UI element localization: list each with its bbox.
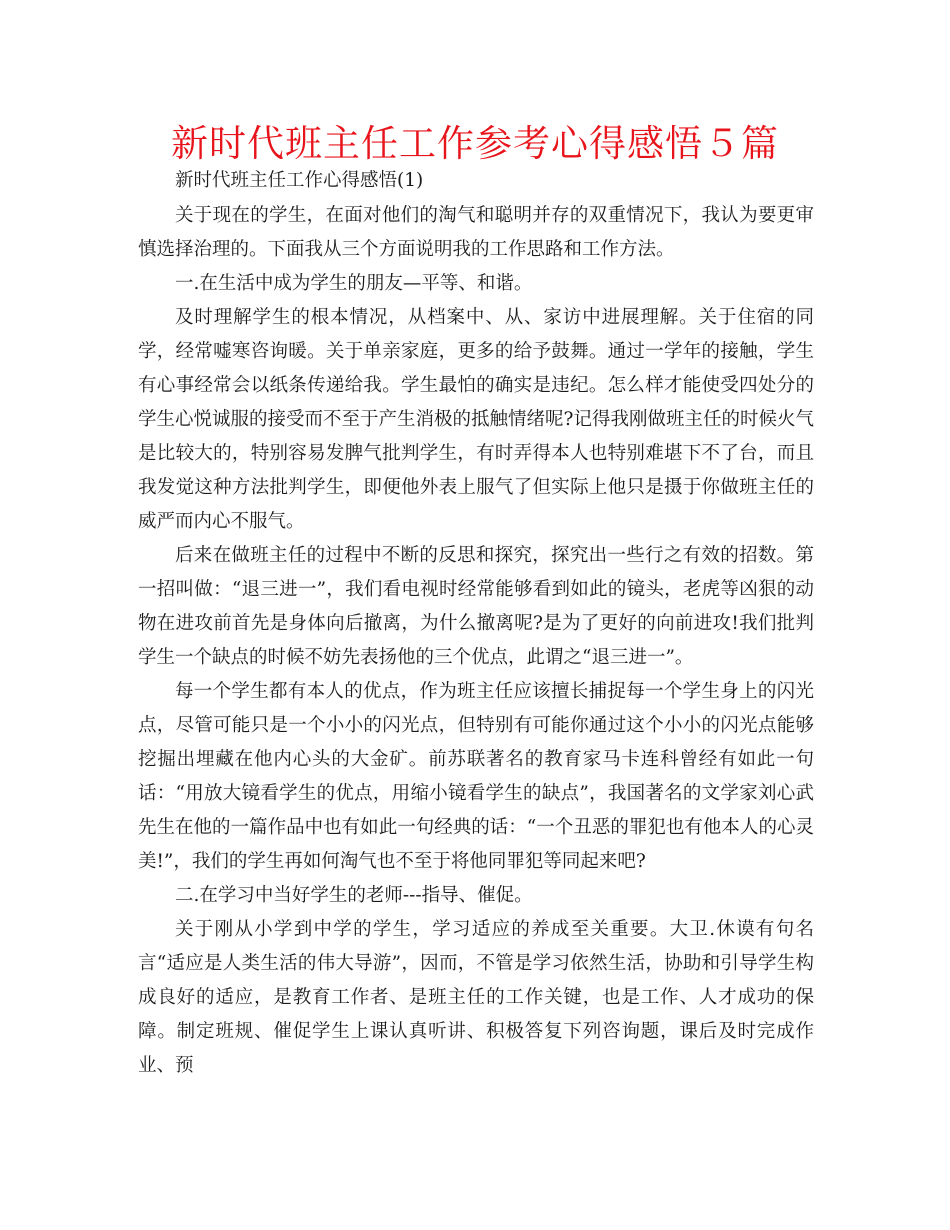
section-heading-1: 一.在生活中成为学生的朋友—平等、和谐。 <box>175 273 533 294</box>
body-paragraph: 及时理解学生的根本情况，从档案中、从、家访中进展理解。关于住宿的同学，经常嘘寒咨询暖。关于单亲家庭，更多的给予鼓舞。通过一学年的接触，学生有心事经常会以纸条传递给我。学生最怕的确实是违纪。怎么样才能使受四处分的学生心悦诚服的接受而不至于产生消极的抵触情绪呢?记得我刚做班主任的时候火气是比较大的，特别容易发脾气批判学生，有时弄得本人也特别难堪下不了台，而且我发觉这种方法批判学生，即便他外表上服气了但实际上他只是摄于你做班主任的威严而内心不服气。 <box>138 307 814 532</box>
body-paragraph: 每一个学生都有本人的优点，作为班主任应该擅长捕捉每一个学生身上的闪光点，尽管可能只是一个小小的闪光点，但特别有可能你通过这个小小的闪光点能够挖掘出埋藏在他内心头的大金矿。前苏联著名的教育家马卡连科曾经有如此一句话：“用放大镜看学生的优点，用缩小镜看学生的缺点”，我国著名的文学家刘心武先生在他的一篇作品中也有如此一句经典的话：“一个丑恶的罪犯也有他本人的心灵美!”，我们的学生再如何淘气也不至于将他同罪犯等同起来吧? <box>138 681 814 872</box>
body-paragraph: 关于刚从小学到中学的学生，学习适应的养成至关重要。大卫.休谟有句名言“适应是人类生活的伟大导游”，因而，不管是学习依然生活，协助和引导学生构成良好的适应，是教育工作者、是班主任的工作关键，也是工作、人才成功的保障。制定班规、催促学生上课认真听讲、积极答复下列咨询题，课后及时完成作业、预 <box>138 919 814 1076</box>
body-paragraph: 后来在做班主任的过程中不断的反思和探究，探究出一些行之有效的招数。第一招叫做：“退三进一”，我们看电视时经常能够看到如此的镜头，老虎等凶狠的动物在进攻前首先是身体向后撤离，为什么撤离呢?是为了更好的向前进攻!我们批判学生一个缺点的时候不妨先表扬他的三个优点，此谓之“退三进一”。 <box>138 545 814 668</box>
subtitle-paragraph: 新时代班主任工作心得感悟(1) <box>175 170 424 191</box>
document-body <box>138 164 814 1083</box>
document-title: 新时代班主任工作参考心得感悟５篇 <box>171 122 779 165</box>
section-heading-2: 二.在学习中当好学生的老师---指导、催促。 <box>175 885 533 906</box>
body-paragraph: 关于现在的学生，在面对他们的淘气和聪明并存的双重情况下，我认为要更审慎选择治理的。下面我从三个方面说明我的工作思路和工作方法。 <box>138 205 814 260</box>
